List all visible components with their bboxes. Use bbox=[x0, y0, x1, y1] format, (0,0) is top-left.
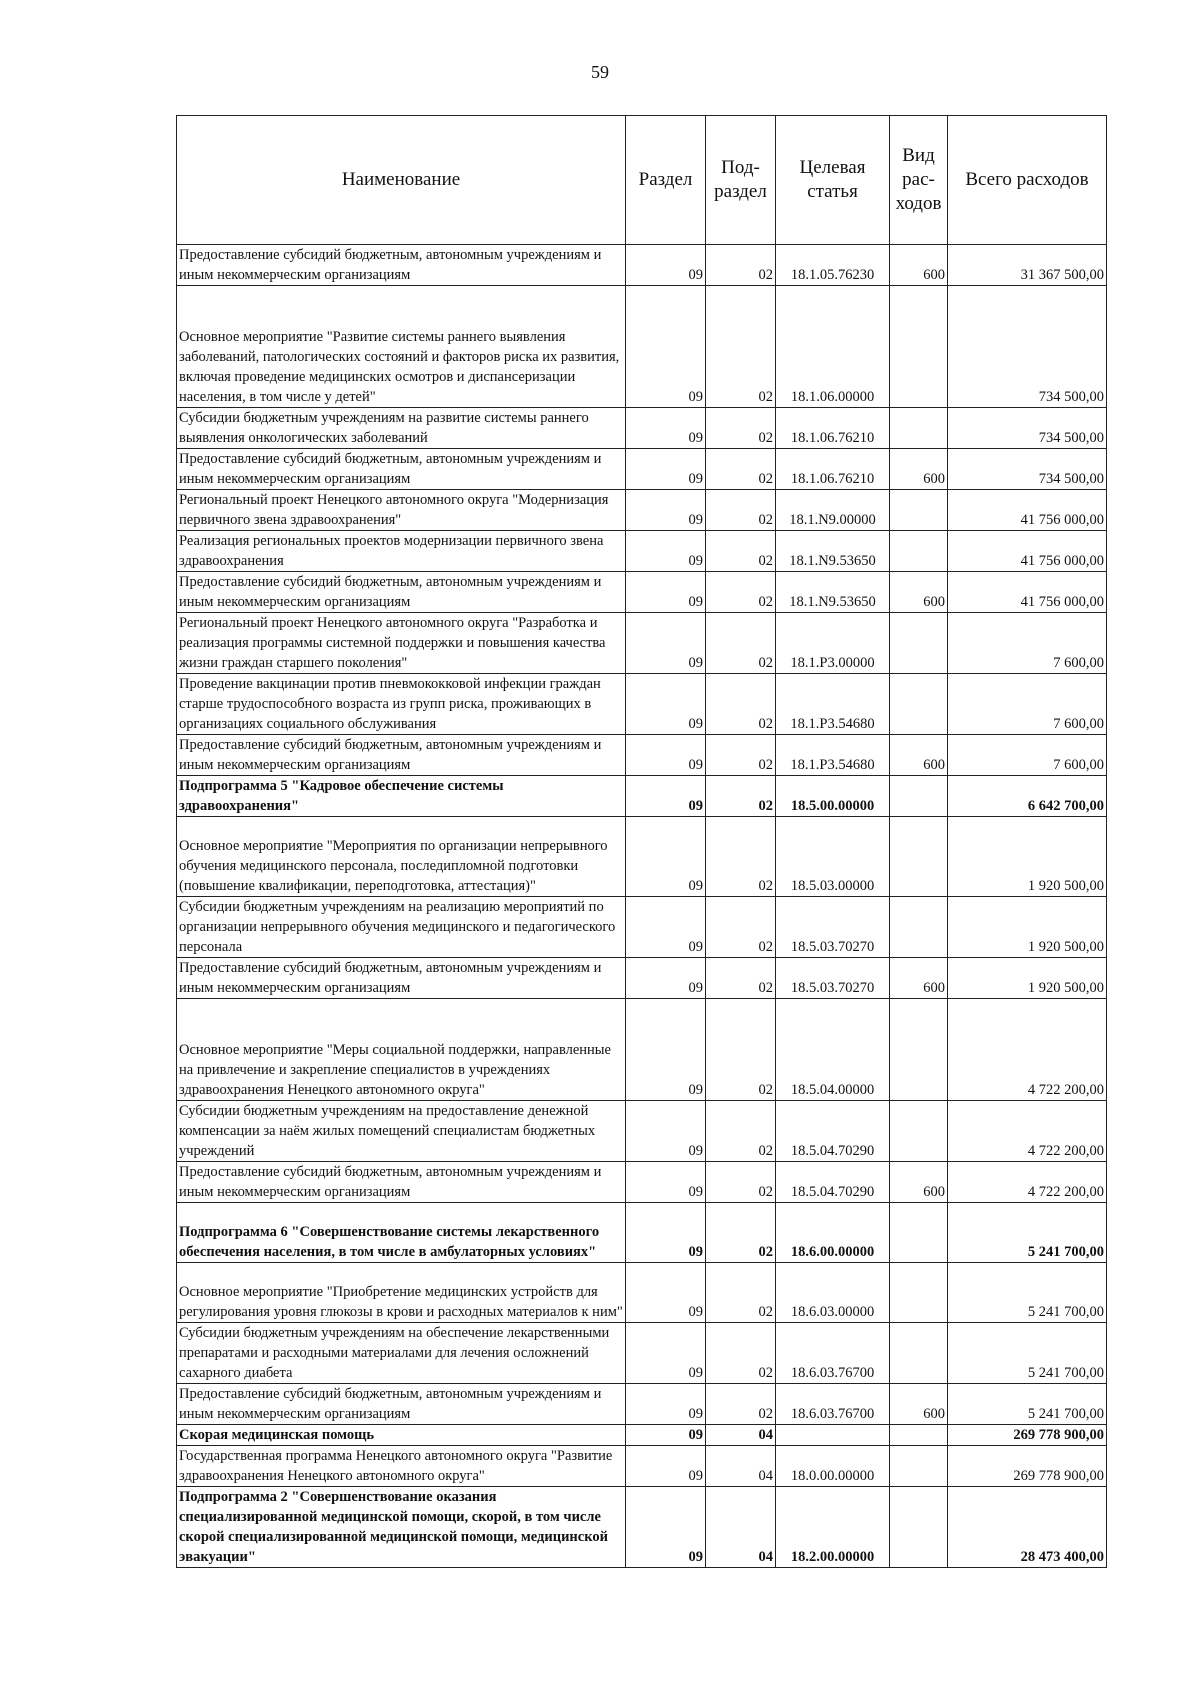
cell-razdel: 09 bbox=[626, 1263, 706, 1323]
cell-podrazdel: 04 bbox=[706, 1425, 776, 1446]
header-statya: Целевая статья bbox=[776, 116, 890, 245]
table-row bbox=[177, 286, 1107, 408]
cell-statya: 18.5.03.70270 bbox=[776, 897, 890, 958]
cell-statya: 18.5.04.70290 bbox=[776, 1101, 890, 1162]
cell-razdel: 09 bbox=[626, 999, 706, 1101]
cell-name: Предоставление субсидий бюджетным, автономным учреждениям и иным некоммерческим организациям bbox=[177, 1384, 626, 1425]
cell-vid bbox=[890, 286, 948, 408]
cell-podrazdel: 02 bbox=[706, 1101, 776, 1162]
cell-statya: 18.5.04.70290 bbox=[776, 1162, 890, 1203]
cell-total: 7 600,00 bbox=[948, 674, 1107, 735]
cell-total: 41 756 000,00 bbox=[948, 531, 1107, 572]
table-row bbox=[177, 1162, 1107, 1203]
cell-podrazdel: 02 bbox=[706, 572, 776, 613]
cell-statya: 18.1.P3.00000 bbox=[776, 613, 890, 674]
cell-total: 41 756 000,00 bbox=[948, 490, 1107, 531]
cell-razdel: 09 bbox=[626, 286, 706, 408]
cell-statya: 18.6.03.76700 bbox=[776, 1384, 890, 1425]
cell-razdel: 09 bbox=[626, 408, 706, 449]
cell-vid bbox=[890, 776, 948, 817]
cell-vid bbox=[890, 1446, 948, 1487]
cell-name: Субсидии бюджетным учреждениям на обеспечение лекарственными препаратами и расходными материалами для лечения осложнений сахарного диабета bbox=[177, 1323, 626, 1384]
table-row bbox=[177, 408, 1107, 449]
table-row bbox=[177, 1446, 1107, 1487]
cell-statya: 18.5.00.00000 bbox=[776, 776, 890, 817]
cell-total: 41 756 000,00 bbox=[948, 572, 1107, 613]
cell-razdel: 09 bbox=[626, 1425, 706, 1446]
cell-total: 734 500,00 bbox=[948, 449, 1107, 490]
cell-razdel: 09 bbox=[626, 1446, 706, 1487]
cell-razdel: 09 bbox=[626, 1101, 706, 1162]
cell-statya: 18.1.P3.54680 bbox=[776, 735, 890, 776]
cell-razdel: 09 bbox=[626, 490, 706, 531]
cell-statya: 18.1.P3.54680 bbox=[776, 674, 890, 735]
cell-total: 7 600,00 bbox=[948, 735, 1107, 776]
cell-statya: 18.5.03.00000 bbox=[776, 817, 890, 897]
cell-podrazdel: 02 bbox=[706, 897, 776, 958]
cell-statya: 18.6.00.00000 bbox=[776, 1203, 890, 1263]
cell-podrazdel: 02 bbox=[706, 286, 776, 408]
table-row bbox=[177, 1203, 1107, 1263]
table-row bbox=[177, 245, 1107, 286]
cell-vid: 600 bbox=[890, 449, 948, 490]
cell-razdel: 09 bbox=[626, 1487, 706, 1568]
cell-statya: 18.1.06.00000 bbox=[776, 286, 890, 408]
cell-vid bbox=[890, 1263, 948, 1323]
cell-name: Предоставление субсидий бюджетным, автономным учреждениям и иным некоммерческим организациям bbox=[177, 735, 626, 776]
cell-razdel: 09 bbox=[626, 449, 706, 490]
cell-razdel: 09 bbox=[626, 1162, 706, 1203]
cell-total: 5 241 700,00 bbox=[948, 1323, 1107, 1384]
cell-total: 31 367 500,00 bbox=[948, 245, 1107, 286]
cell-total: 5 241 700,00 bbox=[948, 1384, 1107, 1425]
budget-table bbox=[176, 115, 1107, 1568]
cell-name: Проведение вакцинации против пневмококковой инфекции граждан старше трудоспособного возраста из групп риска, проживающих в организациях социального обслуживания bbox=[177, 674, 626, 735]
cell-podrazdel: 02 bbox=[706, 449, 776, 490]
cell-name: Региональный проект Ненецкого автономного округа "Разработка и реализация программы системной поддержки и повышения качества жизни граждан старшего поколения" bbox=[177, 613, 626, 674]
cell-name: Основное мероприятие "Мероприятия по организации непрерывного обучения медицинского персонала, последипломной подготовки (повышение квалификации, переподготовка, аттестация)" bbox=[177, 817, 626, 897]
cell-razdel: 09 bbox=[626, 572, 706, 613]
cell-podrazdel: 02 bbox=[706, 999, 776, 1101]
table-row bbox=[177, 531, 1107, 572]
cell-podrazdel: 02 bbox=[706, 1263, 776, 1323]
cell-podrazdel: 02 bbox=[706, 1323, 776, 1384]
cell-podrazdel: 02 bbox=[706, 958, 776, 999]
cell-statya bbox=[776, 1425, 890, 1446]
table-header-row bbox=[177, 116, 1107, 245]
cell-vid bbox=[890, 408, 948, 449]
cell-total: 734 500,00 bbox=[948, 286, 1107, 408]
cell-podrazdel: 02 bbox=[706, 1162, 776, 1203]
cell-podrazdel: 02 bbox=[706, 408, 776, 449]
cell-statya: 18.5.03.70270 bbox=[776, 958, 890, 999]
cell-name: Предоставление субсидий бюджетным, автономным учреждениям и иным некоммерческим организациям bbox=[177, 958, 626, 999]
table-row bbox=[177, 572, 1107, 613]
cell-total: 734 500,00 bbox=[948, 408, 1107, 449]
cell-total: 4 722 200,00 bbox=[948, 1162, 1107, 1203]
table-body bbox=[177, 245, 1107, 1568]
cell-podrazdel: 02 bbox=[706, 817, 776, 897]
cell-vid bbox=[890, 1101, 948, 1162]
table-row bbox=[177, 490, 1107, 531]
cell-podrazdel: 02 bbox=[706, 245, 776, 286]
cell-razdel: 09 bbox=[626, 817, 706, 897]
table-row bbox=[177, 1263, 1107, 1323]
table-row bbox=[177, 613, 1107, 674]
cell-vid bbox=[890, 817, 948, 897]
table-row bbox=[177, 1323, 1107, 1384]
cell-statya: 18.1.N9.00000 bbox=[776, 490, 890, 531]
cell-statya: 18.2.00.00000 bbox=[776, 1487, 890, 1568]
cell-total: 1 920 500,00 bbox=[948, 958, 1107, 999]
table-row bbox=[177, 958, 1107, 999]
cell-podrazdel: 02 bbox=[706, 613, 776, 674]
cell-vid bbox=[890, 1323, 948, 1384]
cell-total: 5 241 700,00 bbox=[948, 1203, 1107, 1263]
cell-statya: 18.6.03.76700 bbox=[776, 1323, 890, 1384]
cell-podrazdel: 02 bbox=[706, 735, 776, 776]
cell-name: Предоставление субсидий бюджетным, автономным учреждениям и иным некоммерческим организациям bbox=[177, 1162, 626, 1203]
cell-total: 4 722 200,00 bbox=[948, 1101, 1107, 1162]
header-total: Всего расходов bbox=[948, 116, 1107, 245]
cell-razdel: 09 bbox=[626, 958, 706, 999]
cell-total: 269 778 900,00 bbox=[948, 1446, 1107, 1487]
cell-razdel: 09 bbox=[626, 531, 706, 572]
header-razdel: Раздел bbox=[626, 116, 706, 245]
cell-statya: 18.1.N9.53650 bbox=[776, 572, 890, 613]
cell-vid bbox=[890, 1203, 948, 1263]
cell-vid bbox=[890, 897, 948, 958]
cell-vid bbox=[890, 1487, 948, 1568]
cell-statya: 18.5.04.00000 bbox=[776, 999, 890, 1101]
cell-podrazdel: 02 bbox=[706, 1384, 776, 1425]
cell-statya: 18.1.05.76230 bbox=[776, 245, 890, 286]
cell-vid bbox=[890, 999, 948, 1101]
cell-vid: 600 bbox=[890, 958, 948, 999]
cell-total: 7 600,00 bbox=[948, 613, 1107, 674]
table-row bbox=[177, 1425, 1107, 1446]
cell-vid: 600 bbox=[890, 735, 948, 776]
cell-name: Подпрограмма 2 "Совершенствование оказания специализированной медицинской помощи, скорой, в том числе скорой специализированной медицинской помощи, медицинской эвакуации" bbox=[177, 1487, 626, 1568]
cell-vid bbox=[890, 613, 948, 674]
cell-statya: 18.1.06.76210 bbox=[776, 408, 890, 449]
cell-vid: 600 bbox=[890, 1162, 948, 1203]
table-row bbox=[177, 776, 1107, 817]
cell-razdel: 09 bbox=[626, 1384, 706, 1425]
cell-name: Субсидии бюджетным учреждениям на реализацию мероприятий по организации непрерывного обучения медицинского и педагогического персонала bbox=[177, 897, 626, 958]
cell-name: Предоставление субсидий бюджетным, автономным учреждениям и иным некоммерческим организациям bbox=[177, 245, 626, 286]
cell-statya: 18.0.00.00000 bbox=[776, 1446, 890, 1487]
cell-statya: 18.1.N9.53650 bbox=[776, 531, 890, 572]
table-row bbox=[177, 1384, 1107, 1425]
table-row bbox=[177, 999, 1107, 1101]
cell-name: Скорая медицинская помощь bbox=[177, 1425, 626, 1446]
cell-podrazdel: 02 bbox=[706, 531, 776, 572]
cell-razdel: 09 bbox=[626, 1323, 706, 1384]
cell-podrazdel: 04 bbox=[706, 1487, 776, 1568]
cell-name: Реализация региональных проектов модернизации первичного звена здравоохранения bbox=[177, 531, 626, 572]
cell-total: 269 778 900,00 bbox=[948, 1425, 1107, 1446]
cell-vid bbox=[890, 490, 948, 531]
cell-vid: 600 bbox=[890, 572, 948, 613]
header-vid: Вид рас- ходов bbox=[890, 116, 948, 245]
cell-name: Региональный проект Ненецкого автономного округа "Модернизация первичного звена здравоохранения" bbox=[177, 490, 626, 531]
cell-vid: 600 bbox=[890, 1384, 948, 1425]
cell-name: Подпрограмма 6 "Совершенствование системы лекарственного обеспечения населения, в том числе в амбулаторных условиях" bbox=[177, 1203, 626, 1263]
header-podrazdel: Под- раздел bbox=[706, 116, 776, 245]
header-name: Наименование bbox=[177, 116, 626, 245]
cell-razdel: 09 bbox=[626, 674, 706, 735]
cell-razdel: 09 bbox=[626, 735, 706, 776]
cell-vid bbox=[890, 1425, 948, 1446]
table-row bbox=[177, 735, 1107, 776]
cell-total: 4 722 200,00 bbox=[948, 999, 1107, 1101]
cell-total: 28 473 400,00 bbox=[948, 1487, 1107, 1568]
cell-podrazdel: 02 bbox=[706, 776, 776, 817]
cell-name: Основное мероприятие "Меры социальной поддержки, направленные на привлечение и закрепление специалистов в учреждениях здравоохранения Ненецкого автономного округа" bbox=[177, 999, 626, 1101]
cell-total: 6 642 700,00 bbox=[948, 776, 1107, 817]
cell-name: Предоставление субсидий бюджетным, автономным учреждениям и иным некоммерческим организациям bbox=[177, 449, 626, 490]
cell-razdel: 09 bbox=[626, 776, 706, 817]
table-row bbox=[177, 1487, 1107, 1568]
cell-podrazdel: 02 bbox=[706, 674, 776, 735]
cell-name: Субсидии бюджетным учреждениям на развитие системы раннего выявления онкологических заболеваний bbox=[177, 408, 626, 449]
cell-name: Основное мероприятие "Развитие системы раннего выявления заболеваний, патологических состояний и факторов риска их развития, включая проведение медицинских осмотров и диспансеризации населения, в том числе у детей" bbox=[177, 286, 626, 408]
cell-total: 1 920 500,00 bbox=[948, 817, 1107, 897]
cell-vid: 600 bbox=[890, 245, 948, 286]
cell-name: Основное мероприятие "Приобретение медицинских устройств для регулирования уровня глюкозы в крови и расходных материалов к ним" bbox=[177, 1263, 626, 1323]
cell-name: Подпрограмма 5 "Кадровое обеспечение системы здравоохранения" bbox=[177, 776, 626, 817]
table-row bbox=[177, 1101, 1107, 1162]
cell-podrazdel: 02 bbox=[706, 490, 776, 531]
cell-statya: 18.6.03.00000 bbox=[776, 1263, 890, 1323]
page-number: 59 bbox=[591, 62, 609, 82]
cell-razdel: 09 bbox=[626, 897, 706, 958]
table-row bbox=[177, 817, 1107, 897]
cell-vid bbox=[890, 674, 948, 735]
cell-razdel: 09 bbox=[626, 245, 706, 286]
table-row bbox=[177, 897, 1107, 958]
cell-name: Государственная программа Ненецкого автономного округа "Развитие здравоохранения Ненецкого автономного округа" bbox=[177, 1446, 626, 1487]
table-row bbox=[177, 449, 1107, 490]
cell-razdel: 09 bbox=[626, 613, 706, 674]
cell-name: Субсидии бюджетным учреждениям на предоставление денежной компенсации за наём жилых помещений специалистам бюджетных учреждений bbox=[177, 1101, 626, 1162]
cell-total: 1 920 500,00 bbox=[948, 897, 1107, 958]
cell-razdel: 09 bbox=[626, 1203, 706, 1263]
cell-total: 5 241 700,00 bbox=[948, 1263, 1107, 1323]
cell-podrazdel: 04 bbox=[706, 1446, 776, 1487]
cell-podrazdel: 02 bbox=[706, 1203, 776, 1263]
cell-statya: 18.1.06.76210 bbox=[776, 449, 890, 490]
cell-name: Предоставление субсидий бюджетным, автономным учреждениям и иным некоммерческим организациям bbox=[177, 572, 626, 613]
table-row bbox=[177, 674, 1107, 735]
cell-vid bbox=[890, 531, 948, 572]
